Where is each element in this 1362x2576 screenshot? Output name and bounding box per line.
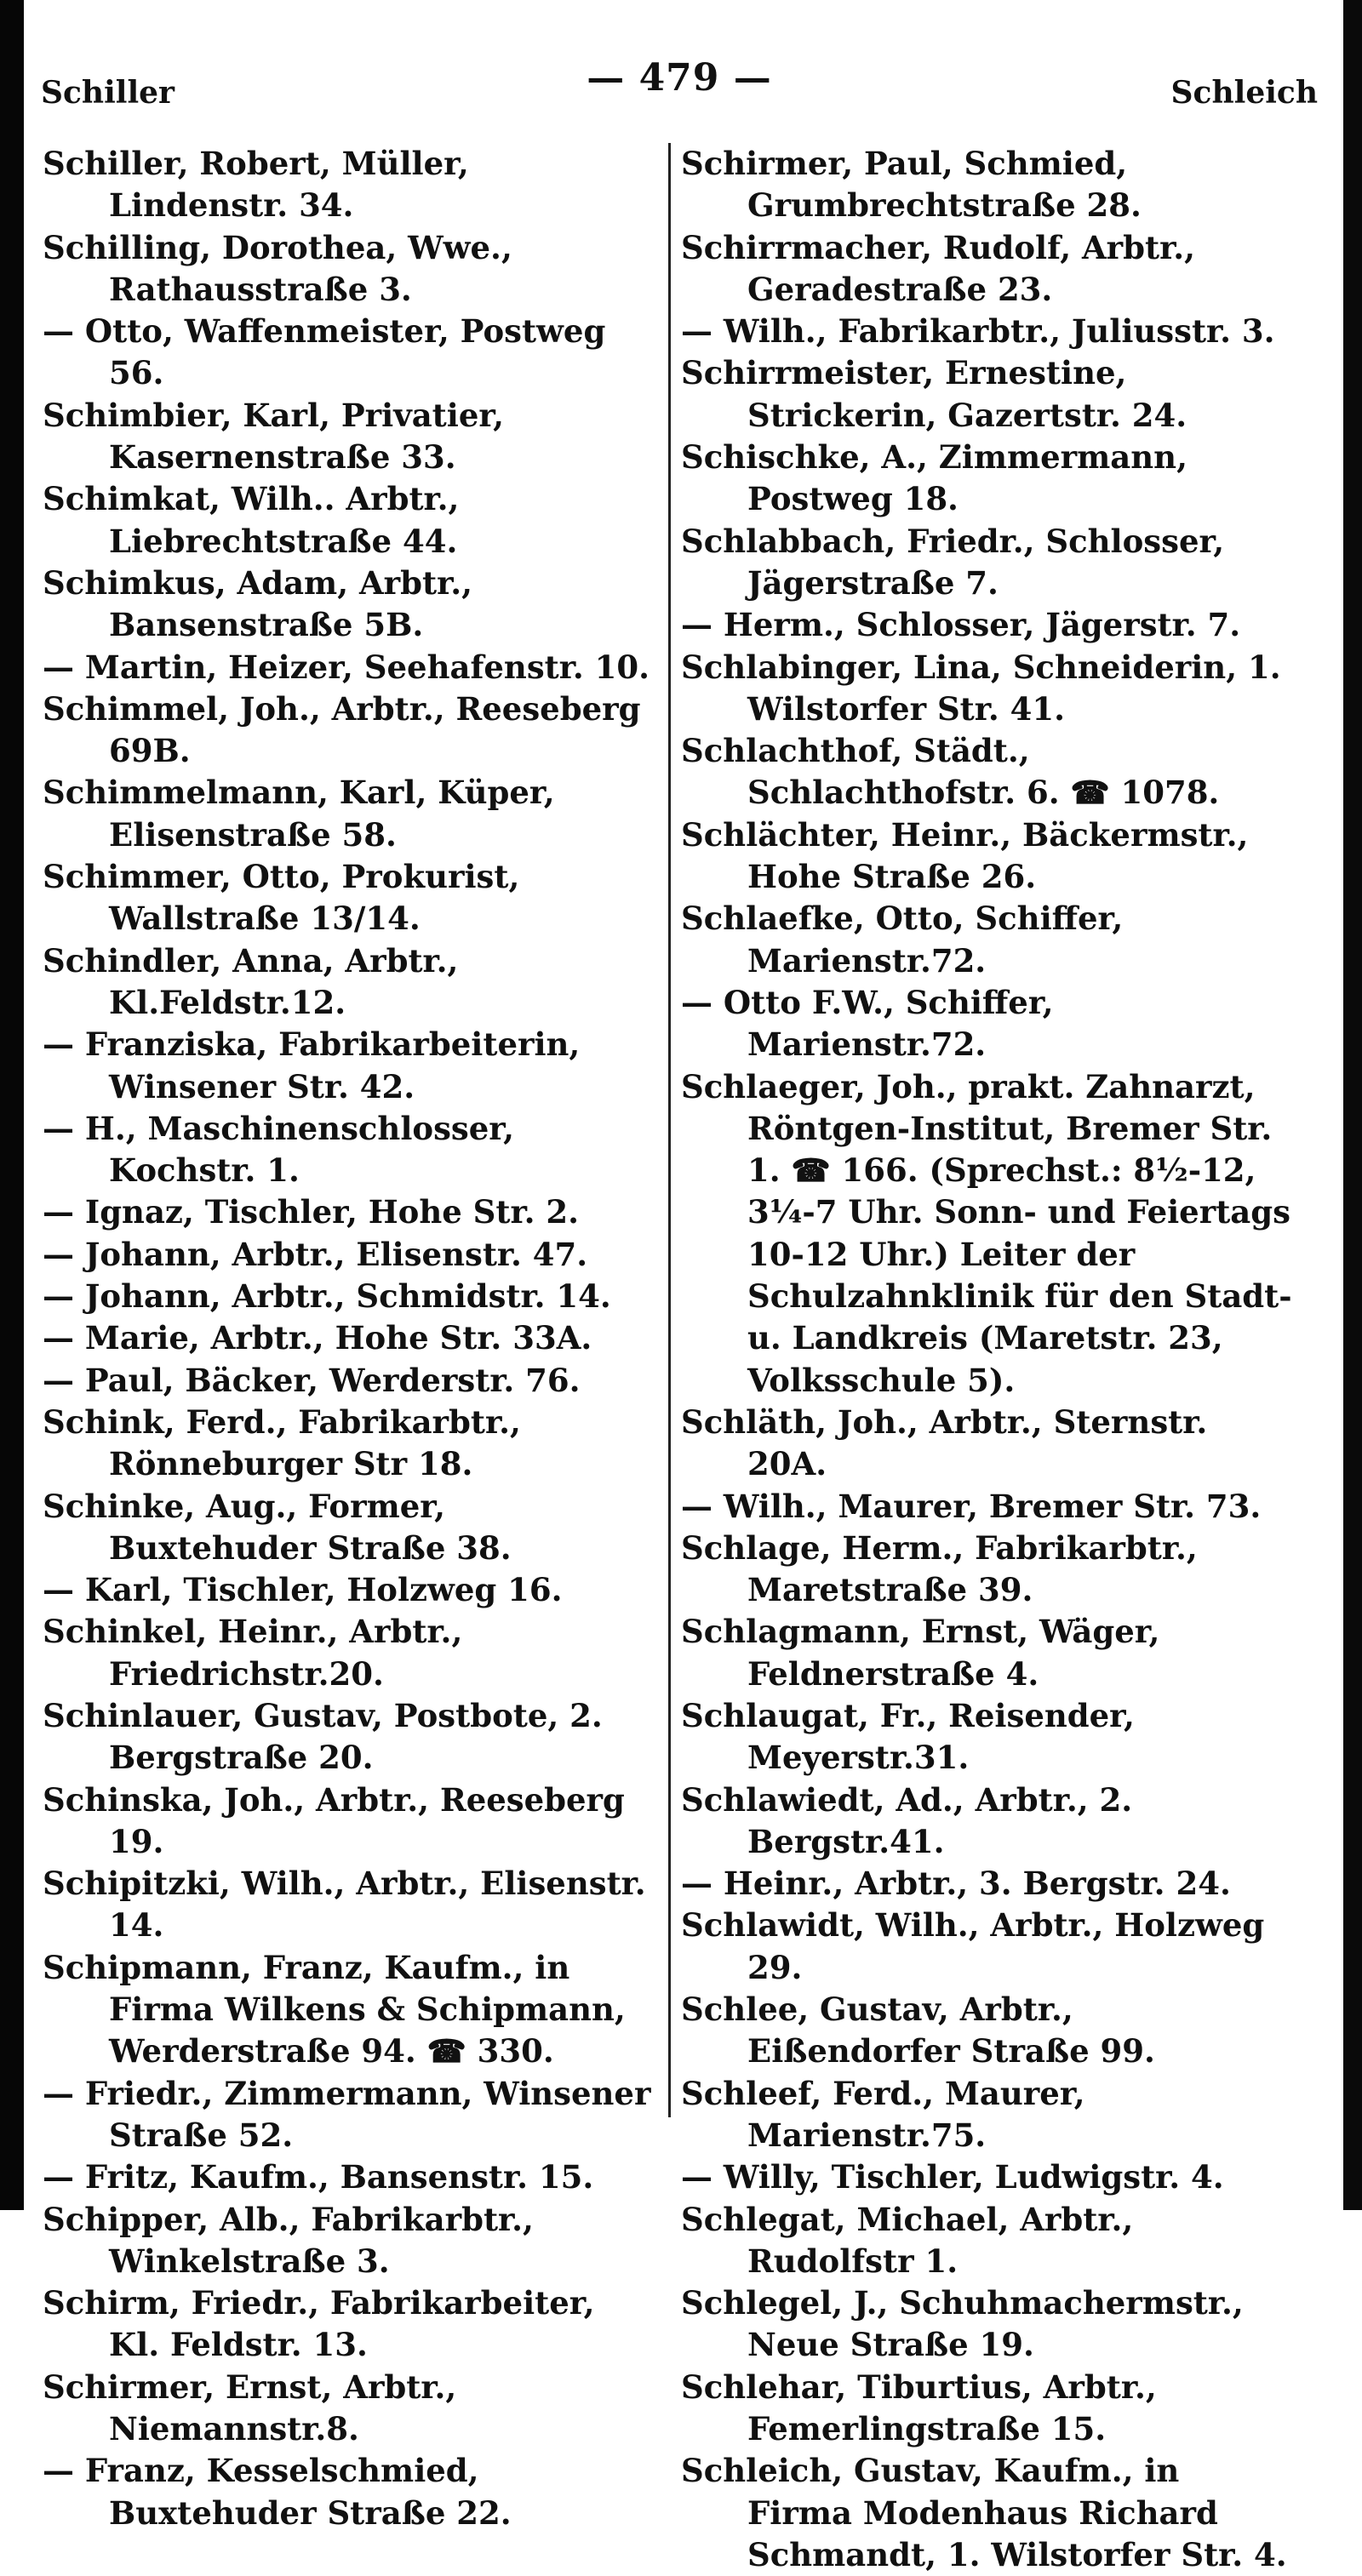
directory-entry: Schlabbach, Friedr., Schlosser, Jägerstraße 7. — [681, 522, 1225, 602]
directory-entry: Schimmelmann, Karl, Küper, Elisenstraße 58. — [43, 774, 555, 854]
directory-entry: Schischke, A., Zimmermann, Postweg 18. — [681, 438, 1187, 518]
directory-entry: Schlaeger, Joh., prakt. Zahnarzt, Röntgen-Institut, Bremer Str. 1. ☎ 166. (Sprechst.: 8½-12, 3¼-7 Uhr. Sonn- und Feiertags 10-12 Uhr.) Leiter der Schulzahnklinik für den Stadt- u. Landkreis (Maretstr. 23, Volksschule 5). — [681, 1067, 1292, 1399]
right-column — [681, 143, 1294, 2576]
directory-entry: Schirm, Friedr., Fabrikarbeiter, Kl. Feldstr. 13. — [43, 2284, 595, 2364]
directory-entry: Schimkat, Wilh.. Arbtr., Liebrechtstraße 44. — [43, 480, 460, 560]
directory-entry: Schimmer, Otto, Prokurist, Wallstraße 13/14. — [43, 858, 520, 938]
directory-entry: — Johann, Arbtr., Elisenstr. 47. — [43, 1235, 588, 1273]
directory-entry: Schimmel, Joh., Arbtr., Reeseberg 69B. — [43, 689, 641, 770]
directory-entry: Schipper, Alb., Fabrikarbtr., Winkelstraße 3. — [43, 2200, 534, 2280]
directory-entry: Schipitzki, Wilh., Arbtr., Elisenstr. 14. — [43, 1865, 646, 1945]
page-number: — 479 — — [587, 56, 772, 100]
column-divider — [668, 143, 671, 2117]
directory-entry: Schleef, Ferd., Maurer, Marienstr.75. — [681, 2074, 1085, 2154]
directory-entry: Schlachthof, Städt., Schlachthofstr. 6. ☎ 1078. — [681, 732, 1220, 812]
directory-entry: Schlegel, J., Schuhmachermstr., Neue Straße 19. — [681, 2284, 1244, 2364]
directory-entry: — Paul, Bäcker, Werderstr. 76. — [43, 1361, 581, 1399]
directory-entry: Schleich, Gustav, Kaufm., in Firma Modenhaus Richard Schmandt, 1. Wilstorfer Str. 4. — [681, 2452, 1287, 2573]
directory-entry: Schipmann, Franz, Kaufm., in Firma Wilkens & Schipmann, Werderstraße 94. ☎ 330. — [43, 1948, 626, 2071]
directory-entry: Schinkel, Heinr., Arbtr., Friedrichstr.20. — [43, 1613, 463, 1693]
directory-entry: — Willy, Tischler, Ludwigstr. 4. — [681, 2158, 1224, 2196]
directory-entry: Schirmer, Paul, Schmied, Grumbrechtstraße 28. — [681, 145, 1142, 225]
directory-entry: Schlage, Herm., Fabrikarbtr., Maretstraße 39. — [681, 1528, 1198, 1609]
directory-entry: Schlagmann, Ernst, Wäger, Feldnerstraße 4. — [681, 1613, 1160, 1693]
directory-entry: Schlabinger, Lina, Schneiderin, 1. Wilstorfer Str. 41. — [681, 648, 1281, 728]
directory-entry: Schlegat, Michael, Arbtr., Rudolfstr 1. — [681, 2200, 1134, 2280]
directory-entry: — Herm., Schlosser, Jägerstr. 7. — [681, 606, 1241, 644]
directory-entry: — Otto F.W., Schiffer, Marienstr.72. — [681, 983, 1054, 1064]
directory-entry: — Friedr., Zimmermann, Winsener Straße 52. — [43, 2074, 651, 2154]
directory-entry: Schimbier, Karl, Privatier, Kasernenstraße 33. — [43, 396, 505, 477]
directory-entry: Schlawidt, Wilh., Arbtr., Holzweg 29. — [681, 1906, 1265, 1986]
page-header — [41, 49, 1318, 117]
directory-entry: Schläth, Joh., Arbtr., Sternstr. 20A. — [681, 1402, 1208, 1483]
directory-entry: Schirrmacher, Rudolf, Arbtr., Geradestraße 23. — [681, 228, 1195, 308]
directory-entry: Schlehar, Tiburtius, Arbtr., Femerlingstraße 15. — [681, 2368, 1157, 2448]
directory-entry: Schirrmeister, Ernestine, Strickerin, Gazertstr. 24. — [681, 354, 1187, 434]
directory-entry: — H., Maschinenschlosser, Kochstr. 1. — [43, 1109, 514, 1190]
scan-edge-right — [1343, 0, 1362, 2210]
running-head-left: Schiller — [41, 75, 175, 111]
directory-entry: — Franz, Kesselschmied, Buxtehuder Straße 22. — [43, 2452, 512, 2532]
directory-entry: Schirmer, Ernst, Arbtr., Niemannstr.8. — [43, 2368, 457, 2448]
directory-entry: Schinlauer, Gustav, Postbote, 2. Bergstraße 20. — [43, 1696, 603, 1777]
directory-entry: — Martin, Heizer, Seehafenstr. 10. — [43, 648, 650, 686]
directory-entry: — Wilh., Fabrikarbtr., Juliusstr. 3. — [681, 312, 1275, 351]
directory-entry: Schiller, Robert, Müller, Lindenstr. 34. — [43, 145, 469, 225]
directory-entry: Schinke, Aug., Former, Buxtehuder Straße 38. — [43, 1487, 512, 1567]
directory-entry: Schindler, Anna, Arbtr., Kl.Feldstr.12. — [43, 941, 459, 1021]
running-head-right: Schleich — [1170, 75, 1318, 111]
directory-entry: Schlaefke, Otto, Schiffer, Marienstr.72. — [681, 900, 1124, 980]
directory-entry: — Johann, Arbtr., Schmidstr. 14. — [43, 1277, 611, 1316]
directory-entry: Schink, Ferd., Fabrikarbtr., Rönneburger Str 18. — [43, 1402, 521, 1483]
directory-entry: — Heinr., Arbtr., 3. Bergstr. 24. — [681, 1865, 1231, 1903]
directory-entry: Schlaugat, Fr., Reisender, Meyerstr.31. — [681, 1696, 1135, 1777]
scan-edge-left — [0, 0, 24, 2210]
directory-entry: — Fritz, Kaufm., Bansenstr. 15. — [43, 2158, 594, 2196]
directory-entry: Schlächter, Heinr., Bäckermstr., Hohe Straße 26. — [681, 815, 1249, 896]
directory-entry: — Ignaz, Tischler, Hohe Str. 2. — [43, 1193, 579, 1231]
directory-entry: — Marie, Arbtr., Hohe Str. 33A. — [43, 1319, 592, 1357]
directory-entry: Schlawiedt, Ad., Arbtr., 2. Bergstr.41. — [681, 1780, 1133, 1860]
directory-entry: — Karl, Tischler, Holzweg 16. — [43, 1571, 563, 1609]
directory-entry: — Wilh., Maurer, Bremer Str. 73. — [681, 1487, 1262, 1525]
directory-entry: Schlee, Gustav, Arbtr., Eißendorfer Straße 99. — [681, 1991, 1155, 2071]
left-column — [43, 143, 655, 2534]
directory-entry: Schilling, Dorothea, Wwe., Rathausstraße 3. — [43, 228, 512, 308]
directory-entry: Schimkus, Adam, Arbtr., Bansenstraße 5B. — [43, 563, 472, 644]
directory-entry: — Otto, Waffenmeister, Postweg 56. — [43, 312, 606, 392]
directory-entry: — Franziska, Fabrikarbeiterin, Winsener Str. 42. — [43, 1025, 581, 1105]
directory-entry: Schinska, Joh., Arbtr., Reeseberg 19. — [43, 1780, 625, 1860]
